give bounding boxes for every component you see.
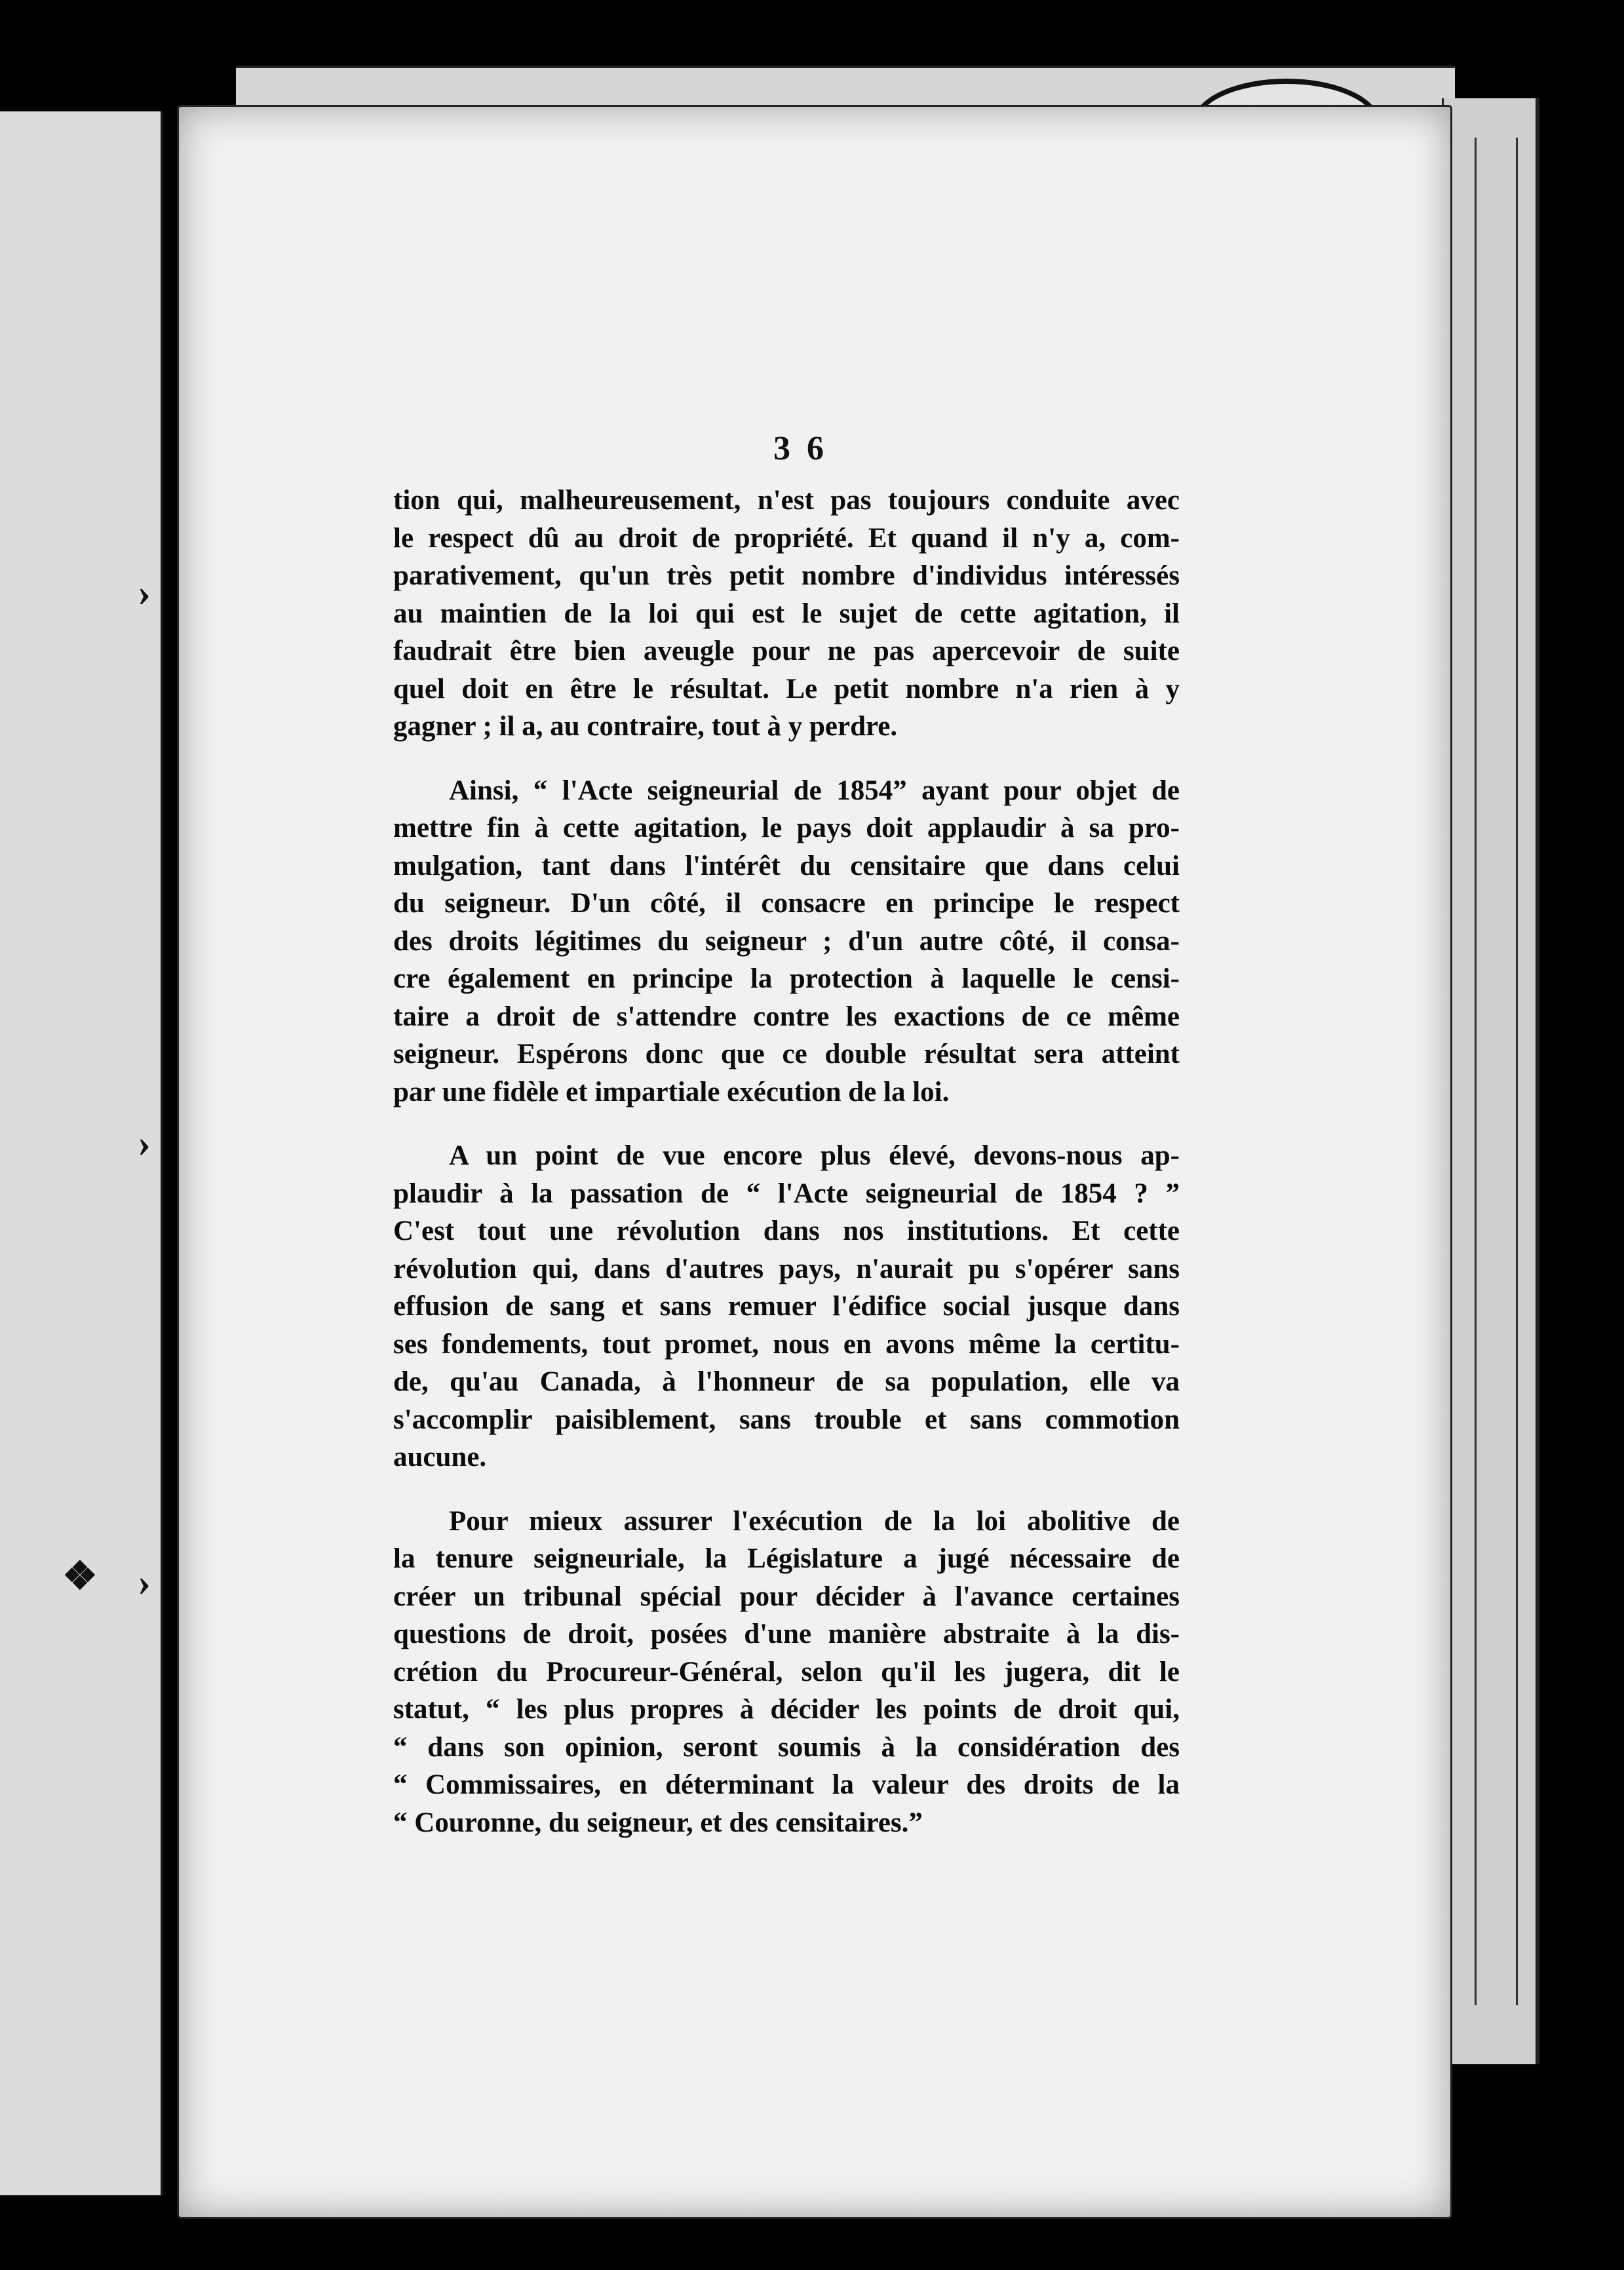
margin-mark: › bbox=[138, 1121, 151, 1164]
paragraph bbox=[393, 1503, 1180, 1842]
text-line: statut, “ les plus propres à décider les points de droit qui, bbox=[393, 1694, 1180, 1725]
text-line: C'est tout une révolution dans nos institutions. Et cette bbox=[393, 1216, 1180, 1246]
margin-mark: › bbox=[138, 571, 151, 614]
text-line: “ dans son opinion, seront soumis à la considération des bbox=[393, 1731, 1180, 1763]
text-line: taire a droit de s'attendre contre les exactions de ce même bbox=[393, 1001, 1180, 1032]
text-line: cre également en principe la protection à laquelle le censi- bbox=[393, 963, 1180, 994]
text-line: aucune. bbox=[393, 1442, 487, 1472]
text-line: Pour mieux assurer l'exécution de la loi abolitive de bbox=[449, 1505, 1180, 1537]
text-line: A un point de vue encore plus élevé, devons-nous ap- bbox=[449, 1140, 1180, 1171]
text-line: le respect dû au droit de propriété. Et quand il n'y a, com- bbox=[393, 522, 1180, 554]
text-line: Ainsi, “ l'Acte seigneurial de 1854” ayant pour objet de bbox=[449, 775, 1180, 806]
text-line: ses fondements, tout promet, nous en avons même la certitu- bbox=[393, 1328, 1180, 1360]
body-text bbox=[393, 482, 1180, 1841]
text-line: “ Commissaires, en déterminant la valeur des droits de la bbox=[393, 1769, 1180, 1800]
text-line: la tenure seigneuriale, la Législature a jugé nécessaire de bbox=[393, 1543, 1180, 1574]
text-line: mulgation, tant dans l'intérêt du censitaire que dans celui bbox=[393, 850, 1180, 881]
page-number: 3 6 bbox=[773, 430, 828, 467]
text-line: gagner ; il a, au contraire, tout à y perdre. bbox=[393, 711, 898, 742]
text-line: de, qu'au Canada, à l'honneur de sa population, elle va bbox=[393, 1366, 1180, 1397]
text-line: “ Couronne, du seigneur, et des censitaires.” bbox=[393, 1807, 923, 1838]
paragraph bbox=[393, 482, 1180, 746]
facing-page-edge bbox=[0, 111, 163, 2195]
text-line: plaudir à la passation de “ l'Acte seigneurial de 1854 ? ” bbox=[393, 1178, 1180, 1209]
text-line: faudrait être bien aveugle pour ne pas apercevoir de suite bbox=[393, 636, 1180, 666]
ink-blot: ❖ bbox=[62, 1554, 98, 1598]
text-line: questions de droit, posées d'une manière abstraite à la dis- bbox=[393, 1619, 1180, 1649]
text-line: crétion du Procureur-Général, selon qu'il les jugera, dit le bbox=[393, 1656, 1180, 1687]
text-line: au maintien de la loi qui est le sujet de cette agitation, il bbox=[393, 598, 1180, 629]
paragraph bbox=[393, 1137, 1180, 1476]
text-line: s'accomplir paisiblement, sans trouble et sans commotion bbox=[393, 1404, 1180, 1435]
text-line: parativement, qu'un très petit nombre d'individus intéressés bbox=[393, 560, 1180, 591]
text-line: quel doit en être le résultat. Le petit nombre n'a rien à y bbox=[393, 673, 1180, 704]
text-line: effusion de sang et sans remuer l'édifice social jusque dans bbox=[393, 1291, 1180, 1322]
margin-mark: › bbox=[138, 1560, 151, 1604]
text-line: tion qui, malheureusement, n'est pas toujours conduite avec bbox=[393, 485, 1180, 516]
background-page-stack-right-inner bbox=[1475, 138, 1518, 2005]
text-line: créer un tribunal spécial pour décider à l'avance certaines bbox=[393, 1581, 1180, 1612]
text-line: seigneur. Espérons donc que ce double résultat sera atteint bbox=[393, 1039, 1180, 1069]
text-line: mettre fin à cette agitation, le pays doit applaudir à sa pro- bbox=[393, 813, 1180, 843]
text-line: révolution qui, dans d'autres pays, n'aurait pu s'opérer sans bbox=[393, 1253, 1180, 1284]
text-line: du seigneur. D'un côté, il consacre en principe le respect bbox=[393, 888, 1180, 919]
text-line: des droits légitimes du seigneur ; d'un autre côté, il consa- bbox=[393, 925, 1180, 957]
paragraph bbox=[393, 772, 1180, 1111]
text-line: par une fidèle et impartiale exécution de la loi. bbox=[393, 1076, 950, 1107]
